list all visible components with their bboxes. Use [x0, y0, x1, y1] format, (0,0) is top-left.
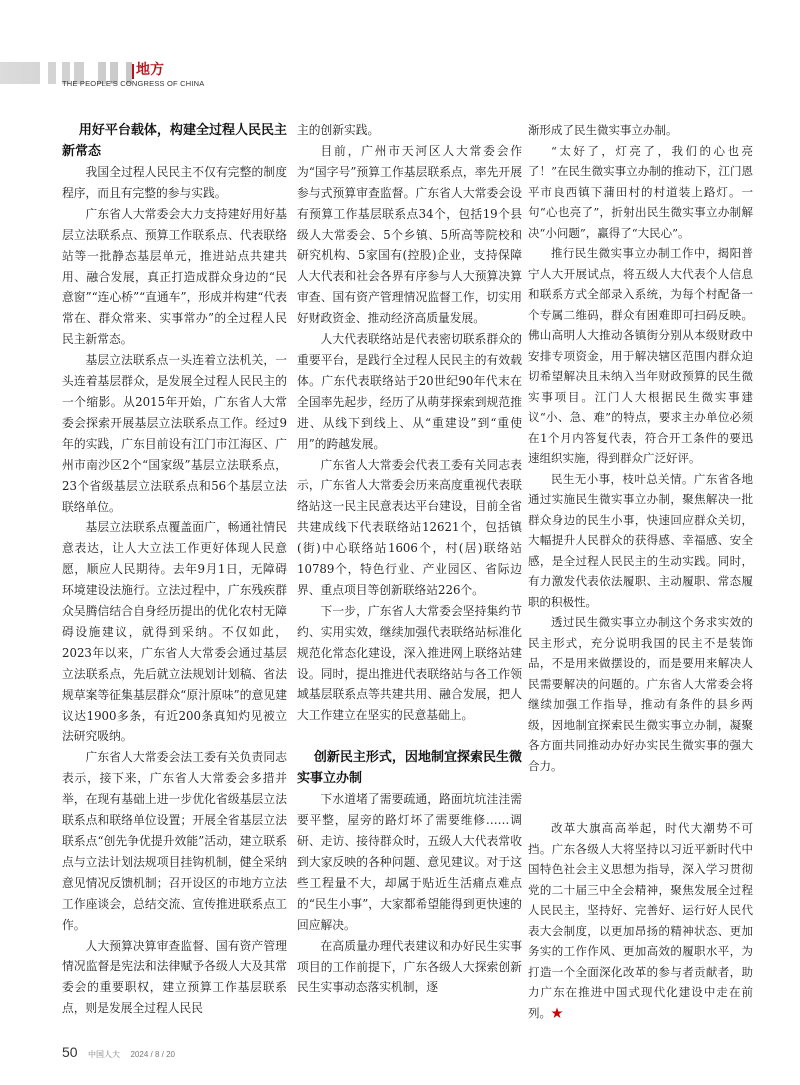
paragraph: 推行民生微实事立办制工作中，揭阳普宁人大开展试点，将五级人大代表个人信息和联系方式全部录入系统，为每个村配备一个专属二维码，群众有困难即可扫码反映。佛山高明人大推动各镇街分别从本级财政中安排专项资金，用于解决辖区范围内群众迫切希望解决且未纳入当年财政预算的民生微实事项目。江门人大根据民生微实事建议“小、急、难”的特点，要求主办单位必须在1个月内答复代表，符合开工条件的要迅速组织实施，得到群众广泛好评。 — [528, 246, 753, 465]
paragraph: 目前，广州市天河区人大常委会作为“国字号”预算工作基层联系点，率先开展参与式预算审查监督。广东省人大常委会设有预算工作基层联系点34个，包括19个县级人大常委会、5个乡镇、5所高等院校和研究机构、5家国有(控股)企业，支持保障人大代表和社会各界有序参与人大预算决算审查、国有资产管理情况监督工作，切实用好财政资金、推动经济高质量发展。 — [297, 143, 522, 326]
magazine-subtitle: THE PEOPLE'S CONGRESS OF CHINA — [62, 79, 205, 88]
paragraph: 人大预算决算审查监督、国有资产管理情况监督是宪法和法律赋予各级人大及其常委会的重要职权，建立预算工作基层联系点，则是发展全过程人民民 — [62, 938, 287, 1016]
paragraph: 广东省人大常委会法工委有关负责同志表示，接下来，广东省人大常委会多措并举，在现有基础上进一步优化省级基层立法联系点和联络单位设置；开展全省基层立法联系点“创先争优提升效能”活动，建立联系点与立法计划法规项目挂钩机制，健全采纳意见情况反馈机制；召开设区的市地方立法工作座谈会，总结交流、宣传推进联系点工作。 — [62, 750, 287, 932]
header-accent-bar — [132, 64, 134, 79]
paragraph: 基层立法联系点一头连着立法机关，一头连着基层群众，是发展全过程人民民主的一个缩影。从2015年开始，广东省人大常委会探索开展基层立法联系点工作。经过9年的实践，广东目前设有江门市江海区、广州市南沙区2个“国家级”基层立法联系点，23个省级基层立法联系点和56个基层立法联络单位。 — [62, 353, 287, 514]
paragraph: 人大代表联络站是代表密切联系群众的重要平台，是践行全过程人民民主的有效载体。广东代表联络站于20世纪90年代末在全国率先起步，经历了从萌芽探索到规范推进、从线下到线上、从“重建设”到“重使用”的跨越发展。 — [297, 332, 522, 451]
spacer — [528, 776, 753, 818]
paragraph: 透过民生微实事立办制这个务求实效的民主形式，充分说明我国的民主不是装饰品，不是用来做摆设的，而是要用来解决人民需要解决的问题的。广东省人大常委会将继续加强工作指导，推动有条件的县乡两级，因地制宜探索民生微实事立办制，凝聚各方面共同推动办好办实民生微实事的强大合力。 — [528, 615, 753, 773]
page-header — [0, 62, 800, 92]
paragraph: 广东省人大常委会大力支持建好用好基层立法联系点、预算工作联系点、代表联络站等一批静态基层单元，推进站点共建共用、融合发展，真正打造成群众身边的“民意窗”“连心桥”“直通车”，形成并构建“代表常在、群众常来、实事常办”的全过程人民民主新常态。 — [62, 206, 287, 347]
paragraph: 广东省人大常委会代表工委有关同志表示，广东省人大常委会历来高度重视代表联络站这一民主民意表达平台建设，目前全省共建成线下代表联络站12621个，包括镇(街)中心联络站1606个，村(居)联络站10789个，特色行业、产业园区、省际边界、重点项目等创新联络站226个。 — [297, 457, 522, 597]
page-footer — [62, 1044, 175, 1062]
paragraph: 渐形成了民生微实事立办制。 — [528, 123, 678, 137]
section-title: 地方 — [136, 62, 164, 78]
page-number: 50 — [62, 1044, 78, 1060]
paragraph — [528, 818, 753, 1023]
header-stripe — [40, 62, 48, 84]
paragraph: 下一步，广东省人大常委会坚持集约节约、实用实效，继续加强代表联络站标准化规范化常态化建设，深入推进网上联络站建设。同时，提出推进代表联络站与各工作领域基层联系点等共建共用、融合发展，把人大工作建立在坚实的民意基础上。 — [297, 603, 522, 723]
article-column-3 — [528, 120, 753, 1023]
section-heading-2: 创新民主形式，因地制宜探索民生微实事立办制 — [297, 750, 522, 787]
paragraph: 在高质量办理代表建议和办好民生实事项目的工作前提下，广东各级人大探索创新民生实事动态落实机制，逐 — [297, 938, 522, 995]
end-star-icon: ★ — [551, 1005, 564, 1020]
article-column-1 — [62, 120, 287, 1019]
closing-text: 改革大旗高高举起，时代大潮势不可挡。广东各级人大将坚持以习近平新时代中国特色社会主义思想为指导，深入学习贯彻党的二十届三中全会精神，聚焦发展全过程人民民主，坚持好、完善好、运行好人民代表大会制度，以更加昂扬的精神状态、更加务实的工作作风、更加高效的履职水平，为打造一个全面深化改革的参与者贡献者，助力广东在推进中国式现代化建设中走在前列。 — [528, 821, 753, 1020]
paragraph: “太好了，灯亮了，我们的心也亮了！”在民生微实事立办制的推动下，江门恩平市良西镇下蒲田村的村道装上路灯。一句“心也亮了”，折射出民生微实事立办制解决“小问题”，赢得了“大民心”。 — [528, 143, 753, 240]
paragraph: 下水道堵了需要疏通，路面坑坑洼洼需要平整，屋旁的路灯坏了需要维修……调研、走访、接待群众时，五级人大代表常收到大家反映的各种问题、意见建议。对于这些工程量不大，却属于贴近生活痛点难点的“民生小事”，大家都希望能得到更快速的回应解决。 — [297, 792, 522, 932]
issue-date: 2024 / 8 / 20 — [130, 1050, 175, 1059]
spacer — [297, 726, 522, 747]
paragraph: 基层立法联系点覆盖面广，畅通社情民意表达，让人大立法工作更好体现人民意愿，顺应人民期待。去年9月1日，无障碍环境建设法施行。立法过程中，广东残疾群众吴腾信结合自身经历提出的优化农村无障碍设施建议，就得到采纳。不仅如此，2023年以来，广东省人大常委会通过基层立法联系点，先后就立法规划计划稿、省法规草案等征集基层群众“原汁原味”的意见建议达1900多条，有近200条真知灼见被立法研究吸纳。 — [62, 520, 287, 744]
magazine-name: 中国人大 — [88, 1050, 121, 1059]
section-heading-1: 用好平台载体，构建全过程人民民主新常态 — [62, 123, 287, 159]
paragraph: 民生无小事，枝叶总关情。广东省各地通过实施民生微实事立办制，聚焦解决一批群众身边的民生小事，快速回应群众关切，大幅提升人民群众的获得感、幸福感、安全感，是全过程人民民主的生动实践。同时，有力激发代表依法履职、主动履职、常态履职的积极性。 — [528, 471, 753, 609]
article-column-2 — [297, 120, 522, 998]
paragraph: 主的创新实践。 — [297, 123, 380, 137]
paragraph: 我国全过程人民民主不仅有完整的制度程序，而且有完整的参与实践。 — [62, 165, 287, 200]
